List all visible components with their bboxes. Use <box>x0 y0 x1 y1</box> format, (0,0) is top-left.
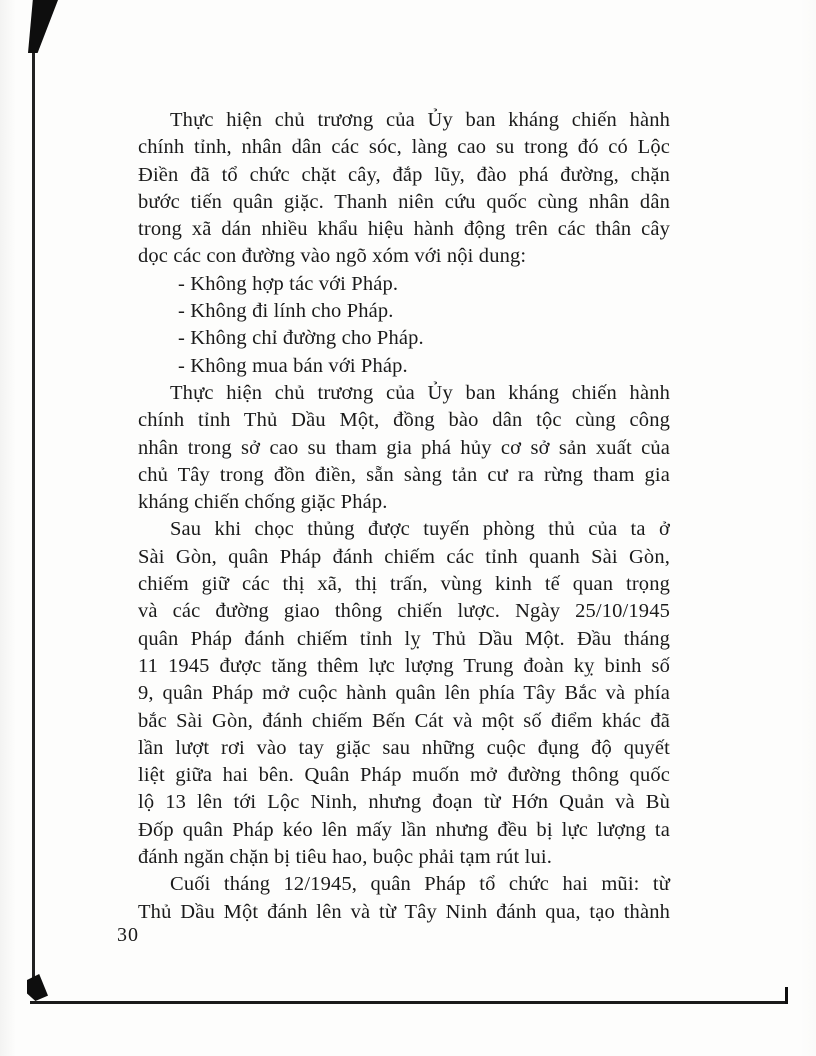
page-text-block <box>138 107 670 926</box>
text-line: nhân trong sở cao su tham gia phá hủy cơ sở sản xuất của <box>138 436 670 459</box>
slogan-list-item: - Không chỉ đường cho Pháp. <box>178 327 424 350</box>
text-line: Thực hiện chủ trương của Ủy ban kháng chiến hành <box>170 109 670 131</box>
text-line: chính tỉnh, nhân dân các sóc, làng cao su trong đó có Lộc <box>138 136 670 159</box>
page-number: 30 <box>117 924 139 946</box>
text-line: quân Pháp đánh chiếm tỉnh lỵ Thủ Dầu Một. Đầu tháng <box>138 627 670 650</box>
text-line: Thủ Dầu Một đánh lên và từ Tây Ninh đánh qua, tạo thành <box>138 900 670 923</box>
slogan-list-item: - Không đi lính cho Pháp. <box>178 300 394 323</box>
scan-artifact-left-edge-line <box>32 40 35 984</box>
scan-artifact-bottom-right-tick <box>785 987 788 1004</box>
text-line: bước tiến quân giặc. Thanh niên cứu quốc cùng nhân dân <box>138 190 670 213</box>
text-line: kháng chiến chống giặc Pháp. <box>138 491 388 514</box>
text-line: lộ 13 lên tới Lộc Ninh, nhưng đoạn từ Hớn Quản và Bù <box>138 791 670 814</box>
slogan-list-item: - Không mua bán với Pháp. <box>178 354 408 377</box>
text-line: Sau khi chọc thủng được tuyến phòng thủ của ta ở <box>170 518 670 541</box>
text-line: 9, quân Pháp mở cuộc hành quân lên phía Tây Bắc và phía <box>138 682 670 705</box>
text-line: Điền đã tổ chức chặt cây, đắp lũy, đào phá đường, chặn <box>138 163 670 186</box>
slogan-list-item: - Không hợp tác với Pháp. <box>178 272 399 295</box>
text-line: lần lượt rơi vào tay giặc sau những cuộc đụng độ quyết <box>138 736 670 759</box>
text-line: Thực hiện chủ trương của Ủy ban kháng chiến hành <box>170 381 670 404</box>
text-line: dọc các con đường vào ngõ xóm với nội dung: <box>138 245 527 268</box>
text-line: chính tỉnh Thủ Dầu Một, đồng bào dân tộc cùng công <box>138 409 670 432</box>
text-line: chiếm giữ các thị xã, thị trấn, vùng kinh tế quan trọng <box>138 573 670 596</box>
text-line: chủ Tây trong đồn điền, sẵn sàng tản cư ra rừng tham gia <box>138 463 670 486</box>
scan-artifact-bottom-left-blob <box>27 974 48 1001</box>
text-line: đánh ngăn chặn bị tiêu hao, buộc phải tạm rút lui. <box>138 846 552 869</box>
text-line: Đốp quân Pháp kéo lên mấy lần nhưng đều bị lực lượng ta <box>138 818 670 841</box>
text-line: Sài Gòn, quân Pháp đánh chiếm các tỉnh quanh Sài Gòn, <box>138 545 670 568</box>
scan-artifact-bottom-edge-line <box>30 1001 788 1004</box>
text-line: 11 1945 được tăng thêm lực lượng Trung đoàn kỵ binh số <box>138 654 670 677</box>
text-line: trong xã dán nhiều khẩu hiệu hành động trên các thân cây <box>138 218 670 241</box>
text-line: bắc Sài Gòn, đánh chiếm Bến Cát và một số điểm khác đã <box>138 709 670 732</box>
text-line: Cuối tháng 12/1945, quân Pháp tổ chức hai mũi: từ <box>170 873 670 896</box>
text-line: liệt giữa hai bên. Quân Pháp muốn mở đường thông quốc <box>138 764 670 787</box>
text-line: và các đường giao thông chiến lược. Ngày 25/10/1945 <box>138 600 670 623</box>
